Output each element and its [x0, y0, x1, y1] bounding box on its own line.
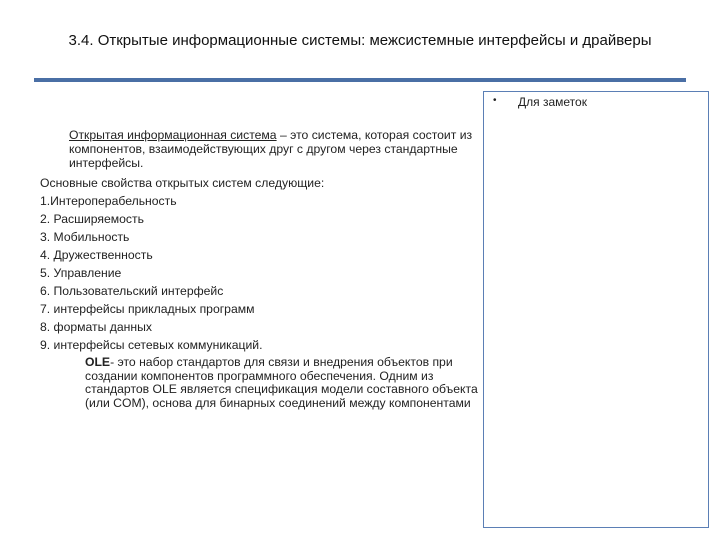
property-item: 4. Дружественность: [40, 248, 153, 262]
properties-intro: Основные свойства открытых систем следующие:: [40, 176, 325, 190]
ole-term: OLE: [85, 355, 111, 369]
definition-term: Открытая информационная система: [69, 128, 277, 142]
property-item: 3. Мобильность: [40, 230, 130, 244]
property-item: 8. форматы данных: [40, 320, 152, 334]
property-item: 5. Управление: [40, 266, 122, 280]
notes-bullet: •: [493, 95, 497, 106]
title-underline: [34, 78, 686, 82]
definition-paragraph: [69, 128, 479, 170]
property-item: 2. Расширяемость: [40, 212, 144, 226]
property-item: 9. интерфейсы сетевых коммуникаций.: [40, 338, 263, 352]
definition-text: – это система, которая состоит из компонентов, взаимодействующих друг с другом через стандартные интерфейсы.: [69, 128, 473, 170]
property-item: 1.Интероперабельность: [40, 194, 177, 208]
ole-paragraph: [85, 356, 485, 410]
property-item: 7. интерфейсы прикладных программ: [40, 302, 255, 316]
ole-text: - это набор стандартов для связи и внедрения объектов при создании компонентов программного обеспечения. Одним из стандартов OLE является спецификация модели составного объекта (или COM), основа для бинарных соединений между компонентами: [85, 355, 478, 410]
notes-label: Для заметок: [518, 95, 587, 109]
property-item: 6. Пользовательский интерфейс: [40, 284, 224, 298]
notes-box[interactable]: [483, 91, 709, 528]
slide-body: [40, 128, 480, 410]
slide-title: 3.4. Открытые информационные системы: межсистемные интерфейсы и драйверы: [68, 32, 652, 49]
